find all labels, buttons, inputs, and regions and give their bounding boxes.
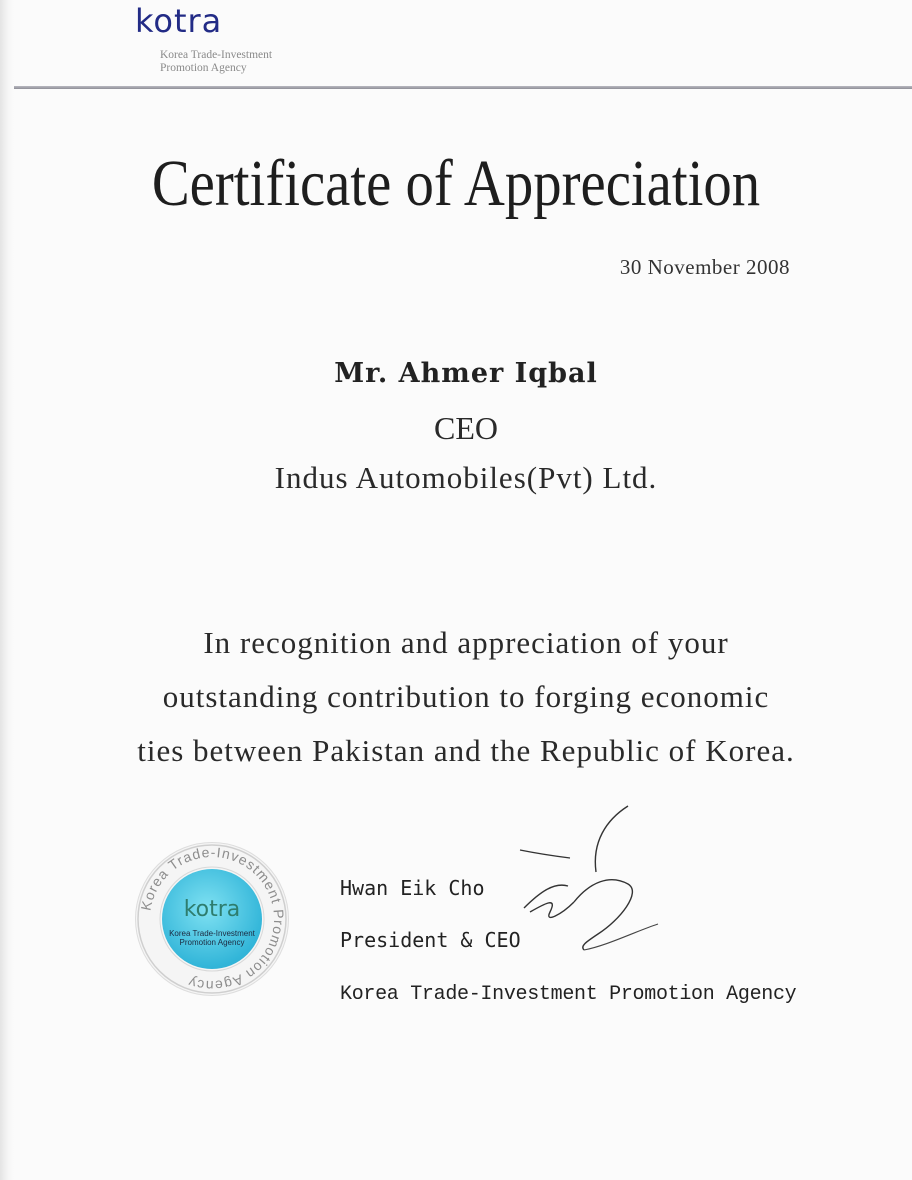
signatory-title: President & CEO [340,928,521,952]
signatory-name: Hwan Eik Cho [340,876,485,900]
appreciation-text [110,616,822,778]
kotra-seal [135,842,289,996]
agency-name-line1: Korea Trade-Investment [160,49,273,61]
recipient-company: Indus Automobiles(Pvt) Ltd. [274,460,658,495]
seal-agency-line1: Korea Trade-Investment [169,929,255,938]
seal-ring-text: Korea Trade-Investment Promotion Agency [137,843,288,995]
handwritten-signature [510,800,670,960]
recipient-title: CEO [434,410,498,446]
certificate-title: Certificate of Appreciation [151,147,761,220]
appreciation-line-2: outstanding contribution to forging economic [162,679,770,714]
seal-agency-line2: Promotion Agency [179,938,245,947]
kotra-logo: kotra [135,2,223,40]
seal-logo: kotra [183,897,241,922]
appreciation-line-3: ties between Pakistan and the Republic of Korea. [137,733,795,768]
certificate-date: 30 November 2008 [619,255,790,279]
seal-agency-name [136,929,288,947]
header-divider [14,86,912,89]
agency-name-line2: Promotion Agency [160,62,247,74]
recipient-name: Mr. Ahmer Iqbal [334,358,598,389]
agency-name [160,49,272,75]
appreciation-line-1: In recognition and appreciation of your [203,625,729,660]
signatory-organization: Korea Trade-Investment Promotion Agency [340,983,797,1006]
scan-edge-shadow [0,0,14,1180]
